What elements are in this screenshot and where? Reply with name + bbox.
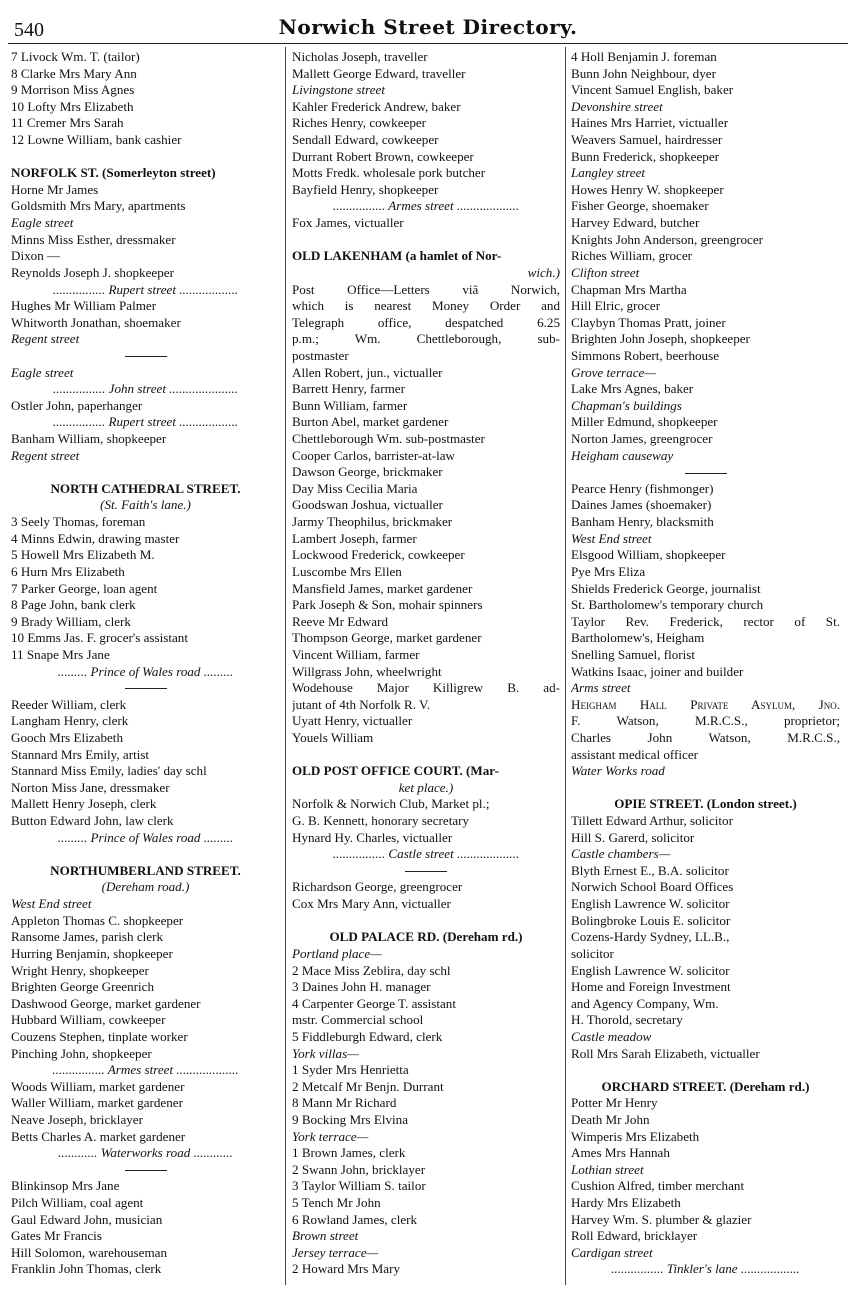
directory-entry: Dashwood George, market gardener	[11, 995, 201, 1011]
cross-street-label: Eagle street	[11, 364, 74, 380]
directory-entry: Haines Mrs Harriet, victualler	[571, 115, 729, 131]
directory-entry: 12 Lowne William, bank cashier	[11, 132, 182, 148]
directory-entry: Death Mr John	[571, 1112, 650, 1127]
cross-street-label: West End street	[11, 896, 92, 912]
directory-entry: Miller Edmund, shopkeeper	[571, 414, 718, 430]
cross-street-label: Water Works road	[571, 763, 665, 779]
directory-entry: Norfolk & Norwich Club, Market pl.;	[292, 796, 490, 812]
directory-entry: Home and Foreign Investment	[571, 979, 731, 995]
directory-entry: Heigham Hall Private Asylum, Jno.	[571, 696, 840, 712]
directory-entry: 4 Carpenter George T. assistant	[292, 995, 456, 1011]
directory-entry: Cox Mrs Mary Ann, victualler	[292, 896, 451, 912]
directory-entry: Day Miss Cecilia Maria	[292, 480, 418, 496]
directory-entry: Reynolds Joseph J. shopkeeper	[11, 264, 174, 280]
directory-entry: Taylor Rev. Frederick, rector of St.	[571, 613, 840, 629]
directory-entry: Bartholomew's, Heigham	[571, 630, 705, 646]
directory-entry: Ransome James, parish clerk	[11, 929, 163, 945]
directory-entry: Nicholas Joseph, traveller	[292, 49, 428, 64]
directory-entry: Couzens Stephen, tinplate worker	[11, 1028, 188, 1044]
directory-entry: Banham William, shopkeeper	[11, 431, 167, 447]
cross-street-label: ket place.)	[398, 779, 454, 795]
directory-entry: 9 Morrison Miss Agnes	[11, 82, 135, 98]
directory-entry: jutant of 4th Norfolk R. V.	[292, 696, 431, 712]
directory-entry: Bunn Frederick, shopkeeper	[571, 148, 719, 164]
directory-entry: Harvey Edward, butcher	[571, 215, 700, 231]
directory-entry: assistant medical officer	[571, 746, 699, 762]
cross-street-label: ................ Castle street ...................	[332, 846, 520, 862]
cross-street-label: ................ Armes street ...................	[52, 1062, 239, 1078]
directory-entry: Thompson George, market gardener	[292, 630, 482, 646]
cross-street-label: Castle meadow	[571, 1028, 652, 1044]
directory-entry: Claybyn Thomas Pratt, joiner	[571, 314, 726, 330]
section-separator	[292, 863, 560, 880]
column-divider	[285, 47, 286, 1285]
cross-street-label: ......... Prince of Wales road .........	[57, 829, 234, 845]
directory-entry: 5 Fiddleburgh Edward, clerk	[292, 1028, 443, 1044]
section-separator	[11, 1162, 280, 1179]
directory-entry: 7 Livock Wm. T. (tailor)	[11, 49, 140, 64]
street-heading: NORFOLK ST. (Somerleyton street)	[11, 165, 216, 181]
directory-entry: Whitworth Jonathan, shoemaker	[11, 314, 181, 330]
directory-entry: Howes Henry W. shopkeeper	[571, 181, 724, 197]
directory-entry	[292, 913, 560, 930]
directory-entry: Reeve Mr Edward	[292, 613, 388, 629]
directory-entry: Durrant Robert Brown, cowkeeper	[292, 148, 474, 164]
cross-street-label: Regent street	[11, 331, 80, 347]
directory-entry: 11 Snape Mrs Jane	[11, 646, 110, 662]
directory-entry: Snelling Samuel, florist	[571, 646, 696, 662]
directory-entry: Tillett Edward Arthur, solicitor	[571, 813, 733, 829]
street-heading: OLD LAKENHAM (a hamlet of Nor-	[292, 248, 502, 264]
directory-entry	[292, 232, 560, 249]
directory-entry: Betts Charles A. market gardener	[11, 1128, 186, 1144]
directory-entry: 9 Bocking Mrs Elvina	[292, 1112, 409, 1127]
directory-column-2	[292, 49, 560, 1278]
cross-street-label: Jersey terrace—	[292, 1244, 379, 1260]
cross-street-label: ................ Rupert street ..................	[52, 414, 239, 430]
cross-street-label: wich.)	[527, 264, 560, 280]
directory-entry: Hubbard William, cowkeeper	[11, 1012, 166, 1028]
directory-entry: Park Joseph & Son, mohair spinners	[292, 597, 483, 613]
directory-entry: Lockwood Frederick, cowkeeper	[292, 547, 465, 563]
directory-entry: Harvey Wm. S. plumber & glazier	[571, 1211, 752, 1227]
directory-entry: 2 Howard Mrs Mary	[292, 1261, 401, 1277]
street-heading: NORTHUMBERLAND STREET.	[50, 862, 241, 878]
cross-street-label: Regent street	[11, 447, 80, 463]
directory-entry	[11, 149, 280, 166]
directory-entry: H. Thorold, secretary	[571, 1012, 683, 1028]
cross-street-label: Chapman's buildings	[571, 397, 682, 413]
directory-entry: Barrett Henry, farmer	[292, 381, 405, 397]
directory-entry: Simmons Robert, beerhouse	[571, 347, 720, 363]
directory-entry	[571, 780, 840, 797]
directory-entry: Lambert Joseph, farmer	[292, 530, 417, 546]
directory-entry: Franklin John Thomas, clerk	[11, 1261, 162, 1277]
directory-entry: Cozens-Hardy Sydney, LL.B.,	[571, 929, 730, 945]
directory-entry: Mansfield James, market gardener	[292, 580, 473, 596]
directory-entry: 10 Lofty Mrs Elizabeth	[11, 98, 134, 114]
directory-entry: Daines James (shoemaker)	[571, 497, 712, 513]
directory-entry: Langham Henry, clerk	[11, 713, 129, 729]
directory-entry: Chapman Mrs Martha	[571, 281, 687, 297]
directory-entry: Pye Mrs Eliza	[571, 563, 646, 579]
directory-entry: Allen Robert, jun., victualler	[292, 364, 443, 380]
street-heading: OLD PALACE RD. (Dereham rd.)	[329, 929, 523, 945]
directory-entry: 1 Brown James, clerk	[292, 1145, 406, 1161]
directory-entry: Bunn William, farmer	[292, 397, 408, 413]
street-heading: NORTH CATHEDRAL STREET.	[50, 480, 241, 496]
directory-entry: Motts Fredk. wholesale pork butcher	[292, 165, 486, 181]
directory-entry: Burton Abel, market gardener	[292, 414, 449, 430]
directory-entry: 3 Seely Thomas, foreman	[11, 514, 146, 530]
directory-entry: Banham Henry, blacksmith	[571, 514, 714, 530]
directory-entry: mstr. Commercial school	[292, 1012, 424, 1028]
directory-entry: F. Watson, M.R.C.S., proprietor;	[571, 713, 840, 729]
directory-entry: Kahler Frederick Andrew, baker	[292, 98, 461, 114]
directory-entry: 11 Cremer Mrs Sarah	[11, 115, 124, 131]
directory-entry: Minns Miss Esther, dressmaker	[11, 231, 176, 247]
cross-street-label: Brown street	[292, 1228, 359, 1244]
directory-entry: Blyth Ernest E., B.A. solicitor	[571, 862, 729, 878]
street-heading: ORCHARD STREET. (Dereham rd.)	[601, 1078, 810, 1094]
directory-entry: Roll Edward, bricklayer	[571, 1228, 698, 1244]
directory-column-1	[11, 49, 280, 1278]
directory-entry: Gaul Edward John, musician	[11, 1211, 163, 1227]
directory-entry: 8 Page John, bank clerk	[11, 597, 136, 613]
page-title: Norwich Street Directory.	[278, 15, 578, 39]
cross-street-label: Lothian street	[571, 1161, 644, 1177]
directory-entry: Richardson George, greengrocer	[292, 879, 463, 895]
column-divider	[565, 47, 566, 1285]
directory-entry: Horne Mr James	[11, 181, 99, 197]
directory-entry: Wodehouse Major Killigrew B. ad-	[292, 680, 560, 696]
directory-entry: 2 Mace Miss Zeblira, day schl	[292, 962, 451, 978]
directory-entry: Youels William	[292, 729, 374, 745]
directory-entry: English Lawrence W. solicitor	[571, 896, 730, 912]
directory-entry: Hurring Benjamin, shopkeeper	[11, 945, 173, 961]
cross-street-label: ................ John street .....................	[53, 381, 238, 397]
directory-entry: 1 Syder Mrs Henrietta	[292, 1062, 409, 1078]
cross-street-label: ............ Waterworks road ............	[58, 1145, 233, 1161]
section-separator	[11, 348, 280, 365]
directory-entry: Jarmy Theophilus, brickmaker	[292, 514, 453, 530]
directory-entry: and Agency Company, Wm.	[571, 995, 719, 1011]
cross-street-label: York villas—	[292, 1045, 359, 1061]
directory-entry: Mallett Henry Joseph, clerk	[11, 796, 157, 812]
cross-street-label: Portland place—	[292, 945, 382, 961]
directory-entry: Mallett George Edward, traveller	[292, 65, 466, 81]
directory-entry: Gooch Mrs Elizabeth	[11, 729, 123, 745]
directory-entry: Charles John Watson, M.R.C.S.,	[571, 729, 840, 745]
directory-entry: Potter Mr Henry	[571, 1095, 658, 1111]
directory-entry: Bayfield Henry, shopkeeper	[292, 181, 439, 197]
directory-entry: Goodswan Joshua, victualler	[292, 497, 443, 513]
cross-street-label: West End street	[571, 530, 652, 546]
directory-entry	[292, 747, 560, 764]
cross-street-label: ................ Armes street ...................	[332, 198, 520, 214]
page-number: 540	[14, 19, 44, 41]
directory-entry: Post Office—Letters viâ Norwich,	[292, 281, 560, 297]
section-separator	[11, 680, 280, 697]
directory-entry: p.m.; Wm. Chettleborough, sub-	[292, 331, 560, 347]
directory-entry: Dixon —	[11, 248, 61, 264]
directory-entry: Luscombe Mrs Ellen	[292, 563, 402, 579]
cross-street-label: Devonshire street	[571, 98, 663, 114]
cross-street-label: ................ Rupert street ..................	[52, 281, 239, 297]
cross-street-label: (Dereham road.)	[101, 879, 190, 895]
cross-street-label: Grove terrace—	[571, 364, 656, 380]
directory-entry: Pearce Henry (fishmonger)	[571, 480, 714, 496]
street-heading: OPIE STREET. (London street.)	[614, 796, 797, 812]
directory-entry: 4 Holl Benjamin J. foreman	[571, 49, 717, 64]
cross-street-label: Castle chambers—	[571, 846, 671, 862]
directory-entry: Norwich School Board Offices	[571, 879, 734, 895]
cross-street-label: Cardigan street	[571, 1244, 653, 1260]
directory-entry: Sendall Edward, cowkeeper	[292, 132, 439, 148]
directory-entry: Chettleborough Wm. sub-postmaster	[292, 431, 485, 447]
directory-entry: 7 Parker George, loan agent	[11, 580, 158, 596]
directory-entry: 5 Howell Mrs Elizabeth M.	[11, 547, 155, 563]
directory-entry	[571, 1062, 840, 1079]
cross-street-label: Heigham causeway	[571, 447, 674, 463]
directory-entry: Bunn John Neighbour, dyer	[571, 65, 716, 81]
cross-street-label: ......... Prince of Wales road .........	[57, 663, 234, 679]
directory-entry: Telegraph office, despatched 6.25	[292, 314, 560, 330]
cross-street-label: York terrace—	[292, 1128, 369, 1144]
directory-entry: 8 Clarke Mrs Mary Ann	[11, 65, 137, 81]
directory-entry: Bolingbroke Louis E. solicitor	[571, 912, 731, 928]
cross-street-label: Livingstone street	[292, 82, 385, 98]
directory-entry: Ostler John, paperhanger	[11, 397, 143, 413]
directory-entry: 9 Brady William, clerk	[11, 613, 131, 629]
directory-entry: English Lawrence W. solicitor	[571, 962, 730, 978]
directory-entry: Goldsmith Mrs Mary, apartments	[11, 198, 186, 214]
directory-entry: Cushion Alfred, timber merchant	[571, 1178, 745, 1194]
directory-entry: Neave Joseph, bricklayer	[11, 1112, 143, 1127]
directory-entry: Watkins Isaac, joiner and builder	[571, 663, 744, 679]
directory-entry: Stannard Mrs Emily, artist	[11, 746, 150, 762]
directory-entry: 3 Daines John H. manager	[292, 979, 431, 995]
street-heading: OLD POST OFFICE COURT. (Mar-	[292, 763, 499, 779]
directory-entry: Norton Miss Jane, dressmaker	[11, 779, 170, 795]
directory-entry: 2 Metcalf Mr Benjn. Durrant	[292, 1078, 444, 1094]
directory-entry: 10 Emms Jas. F. grocer's assistant	[11, 630, 188, 646]
cross-street-label: Eagle street	[11, 215, 74, 231]
directory-entry: Roll Mrs Sarah Elizabeth, victualler	[571, 1045, 760, 1061]
directory-entry: Shields Frederick George, journalist	[571, 580, 761, 596]
directory-entry: Knights John Anderson, greengrocer	[571, 231, 764, 247]
directory-entry: Riches William, grocer	[571, 248, 693, 264]
directory-entry: Norton James, greengrocer	[571, 431, 713, 447]
directory-entry: Hughes Mr William Palmer	[11, 298, 157, 314]
directory-entry: Hardy Mrs Elizabeth	[571, 1195, 681, 1211]
directory-entry: Uyatt Henry, victualler	[292, 713, 413, 729]
directory-entry: Button Edward John, law clerk	[11, 813, 174, 829]
directory-entry: Wright Henry, shopkeeper	[11, 962, 149, 978]
directory-entry: which is nearest Money Order and	[292, 298, 560, 314]
directory-entry: Cooper Carlos, barrister-at-law	[292, 447, 455, 463]
directory-entry: 3 Taylor William S. tailor	[292, 1178, 426, 1194]
directory-entry: Stannard Miss Emily, ladies' day schl	[11, 763, 207, 779]
cross-street-label: Clifton street	[571, 264, 640, 280]
directory-entry: Hill Solomon, warehouseman	[11, 1244, 168, 1260]
page-header	[8, 15, 848, 44]
directory-entry: Dawson George, brickmaker	[292, 464, 443, 480]
directory-entry: Willgrass John, wheelwright	[292, 663, 442, 679]
directory-entry: Gates Mr Francis	[11, 1228, 102, 1244]
directory-entry: Woods William, market gardener	[11, 1078, 185, 1094]
directory-entry: Appleton Thomas C. shopkeeper	[11, 912, 184, 928]
cross-street-label: ................ Tinkler's lane ..................	[611, 1261, 800, 1277]
directory-entry: 6 Rowland James, clerk	[292, 1211, 418, 1227]
directory-entry: Elsgood William, shopkeeper	[571, 547, 726, 563]
directory-entry: Riches Henry, cowkeeper	[292, 115, 427, 131]
section-separator	[571, 464, 840, 481]
directory-entry: Ames Mrs Hannah	[571, 1145, 670, 1161]
directory-entry: Waller William, market gardener	[11, 1095, 183, 1111]
directory-entry: Hill S. Garerd, solicitor	[571, 829, 695, 845]
cross-street-label: Langley street	[571, 165, 646, 181]
directory-entry: 8 Mann Mr Richard	[292, 1095, 397, 1111]
cross-street-label: Arms street	[571, 680, 631, 696]
directory-entry: Brighten John Joseph, shopkeeper	[571, 331, 750, 347]
directory-entry: Wimperis Mrs Elizabeth	[571, 1128, 700, 1144]
directory-entry: Hynard Hy. Charles, victualler	[292, 829, 453, 845]
directory-entry: 5 Tench Mr John	[292, 1195, 381, 1211]
cross-street-label: (St. Faith's lane.)	[100, 497, 191, 513]
directory-entry: Weavers Samuel, hairdresser	[571, 132, 723, 148]
directory-entry: Pinching John, shopkeeper	[11, 1045, 152, 1061]
directory-entry: postmaster	[292, 347, 349, 363]
directory-entry: Vincent Samuel English, baker	[571, 82, 734, 98]
directory-entry	[11, 846, 280, 863]
directory-column-3	[571, 49, 840, 1278]
directory-entry: Blinkinsop Mrs Jane	[11, 1178, 120, 1194]
directory-entry: Pilch William, coal agent	[11, 1195, 144, 1211]
directory-entry: 6 Hurn Mrs Elizabeth	[11, 563, 125, 579]
directory-entry	[11, 464, 280, 481]
directory-entry: Vincent William, farmer	[292, 646, 420, 662]
directory-entry: 4 Minns Edwin, drawing master	[11, 530, 180, 546]
directory-entry: Fox James, victualler	[292, 215, 404, 231]
directory-entry: Reeder William, clerk	[11, 696, 127, 712]
directory-entry: solicitor	[571, 945, 614, 961]
directory-entry: Lake Mrs Agnes, baker	[571, 381, 694, 397]
directory-entry: Hill Elric, grocer	[571, 298, 661, 314]
directory-entry: 2 Swann John, bricklayer	[292, 1161, 426, 1177]
directory-entry: Fisher George, shoemaker	[571, 198, 709, 214]
directory-entry: G. B. Kennett, honorary secretary	[292, 813, 470, 829]
directory-entry: St. Bartholomew's temporary church	[571, 597, 764, 613]
directory-entry: Brighten George Greenrich	[11, 979, 155, 995]
